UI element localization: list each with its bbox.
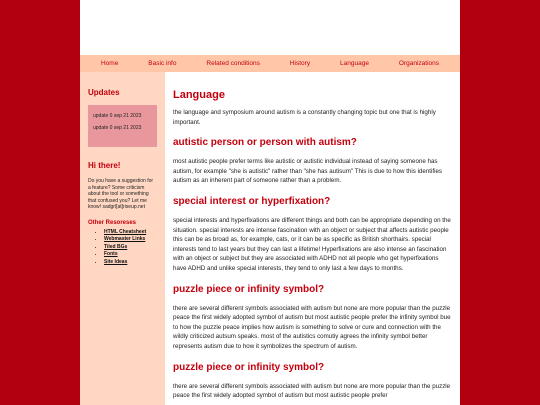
page-container — [80, 0, 460, 405]
link-fonts[interactable]: Fonts — [104, 251, 118, 257]
section-paragraph: most autistic people prefer terms like autistic or autistic individual instead of saying someone has autism, for example "she is autistic" rather than "she has autisum" This is due to how this identifies autism as an inherent part of someone rather than a problem. — [173, 158, 443, 185]
other-resources-heading: Other Resoreses — [88, 219, 137, 226]
resource-links — [88, 229, 157, 267]
update-entry: update 0 sep 21 2023 — [93, 113, 142, 119]
link-html-cheatsheet[interactable]: HTML Cheatsheet — [104, 228, 147, 235]
section-heading: puzzle piece or infinity symbol? — [173, 361, 325, 373]
list-item — [104, 251, 157, 259]
link-tiled-bgs[interactable]: Tiled BGs — [104, 243, 128, 250]
nav-basic-info[interactable]: Basic info — [148, 60, 177, 67]
section-paragraph: there are several different symbols associated with autism but none are more popular than the puzzle peace the first widely adopted symbol of autism but most autistic people prefer the infinity symbol bue to how the puzzle peace implies how autism is something to solve or cure and connection with the wildly criticized autsum speaks. most of the autistics comutiy agrees the infinity symbol better represents autism due to how it symbolizes the spectrum of autism. — [173, 304, 451, 350]
section-heading: autistic person or person with autism? — [173, 137, 357, 149]
nav-history[interactable]: History — [289, 60, 311, 67]
page-title: Language — [173, 89, 225, 101]
nav-organizations[interactable]: Organizations — [398, 60, 440, 67]
intro-paragraph: the language and symposium around autism is a constantly changing topic but one that is highly important. — [173, 109, 436, 126]
nav-related-conditions[interactable]: Related conditions — [206, 60, 260, 67]
section-paragraph: there are several different symbols associated with autism but none are more popular than the puzzle peace the first widely adopted symbol of autism but most autistic people prefer — [173, 382, 451, 400]
updates-box — [88, 105, 157, 147]
list-item — [104, 244, 157, 252]
update-entry: update 0 sep 21 2023 — [93, 125, 142, 131]
list-item — [104, 236, 157, 244]
hi-text: Do you have a suggestion for a feature? Some criticism about the tool or something that confused you? Let me know! sadgrl[at]riseup.net — [88, 178, 154, 210]
nav-language[interactable]: Language — [340, 60, 369, 67]
sidebar — [80, 72, 165, 405]
link-site-ideas[interactable]: Site Ideas — [104, 258, 128, 265]
section-paragraph: special interests and hyperfixations are different things and both can be appropriate depending on the situation. special interests are intense fascination with an object or subject that affects autistic people this can be as broad as, for example, cats, or it can be as specific as British shorthairs. special interests tend to last years but they can last a lifetime! Hyperfixations are also intense an fascination with an object or subject but they are associated with ADHD not all people who get hyperfixations have ADHD and unlike special interests, they tend to only last a few days to months. — [173, 216, 451, 272]
updates-heading: Updates — [88, 88, 120, 97]
list-item — [104, 259, 157, 267]
link-webmaster-links[interactable]: Webmaster Links — [104, 236, 146, 242]
list-item — [104, 229, 157, 237]
main-content — [173, 72, 453, 405]
hi-heading: Hi there! — [88, 161, 121, 170]
nav-home[interactable]: Home — [100, 60, 119, 67]
top-nav — [80, 55, 460, 72]
header-banner — [80, 0, 460, 55]
section-heading: special interest or hyperfixation? — [173, 195, 331, 207]
section-heading: puzzle piece or infinity symbol? — [173, 283, 325, 295]
